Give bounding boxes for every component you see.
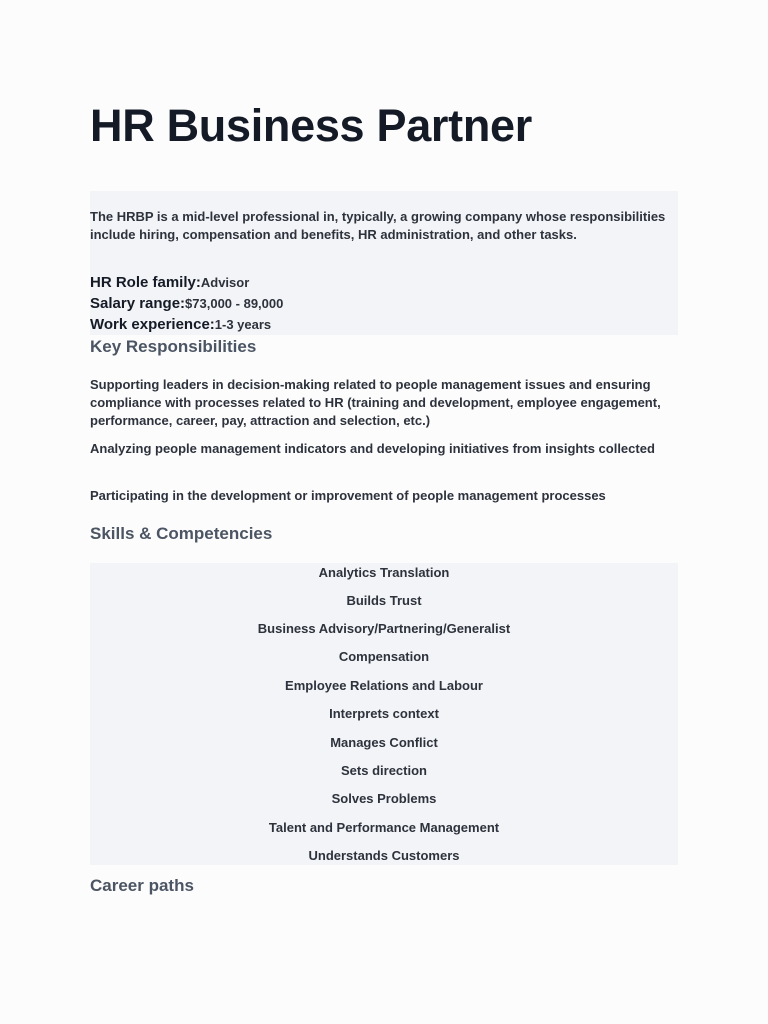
key-responsibilities-heading: Key Responsibilities [90, 337, 257, 356]
salary-range-row [90, 294, 283, 314]
role-summary: The HRBP is a mid-level professional in, typically, a growing company whose responsibilities include hiring, compensation and benefits, HR administration, and other tasks. [90, 209, 666, 242]
skill-item: Analytics Translation [318, 565, 450, 580]
skill-item: Understands Customers [308, 848, 460, 863]
skill-item: Builds Trust [346, 593, 422, 608]
career-paths-heading: Career paths [90, 876, 194, 895]
salary-range-value: $73,000 - 89,000 [185, 296, 284, 311]
responsibility-item: Supporting leaders in decision-making related to people management issues and ensuring compliance with processes related to HR (training and development, employee engagement, performance, career, pay, attraction and selection, etc.) [90, 377, 661, 428]
work-experience-row [90, 315, 271, 335]
skill-item: Interprets context [329, 706, 439, 721]
work-experience-label: Work experience: [90, 316, 215, 333]
skill-item: Business Advisory/Partnering/Generalist [257, 621, 511, 636]
skill-item: Compensation [338, 649, 430, 664]
role-family-label: HR Role family: [90, 274, 201, 291]
responsibility-item: Analyzing people management indicators and developing initiatives from insights collected [90, 441, 655, 456]
work-experience-value: 1-3 years [214, 317, 272, 332]
skill-item: Sets direction [341, 763, 427, 778]
skill-item: Employee Relations and Labour [285, 678, 483, 693]
skills-competencies-heading: Skills & Competencies [90, 524, 273, 543]
skill-item: Solves Problems [331, 791, 437, 806]
role-family-row [90, 273, 249, 293]
role-family-value: Advisor [200, 275, 250, 290]
skill-item: Talent and Performance Management [268, 820, 500, 835]
page-title: HR Business Partner [90, 100, 532, 151]
skill-item: Manages Conflict [330, 735, 438, 750]
responsibility-item: Participating in the development or improvement of people management processes [90, 488, 606, 503]
salary-range-label: Salary range: [90, 295, 186, 312]
